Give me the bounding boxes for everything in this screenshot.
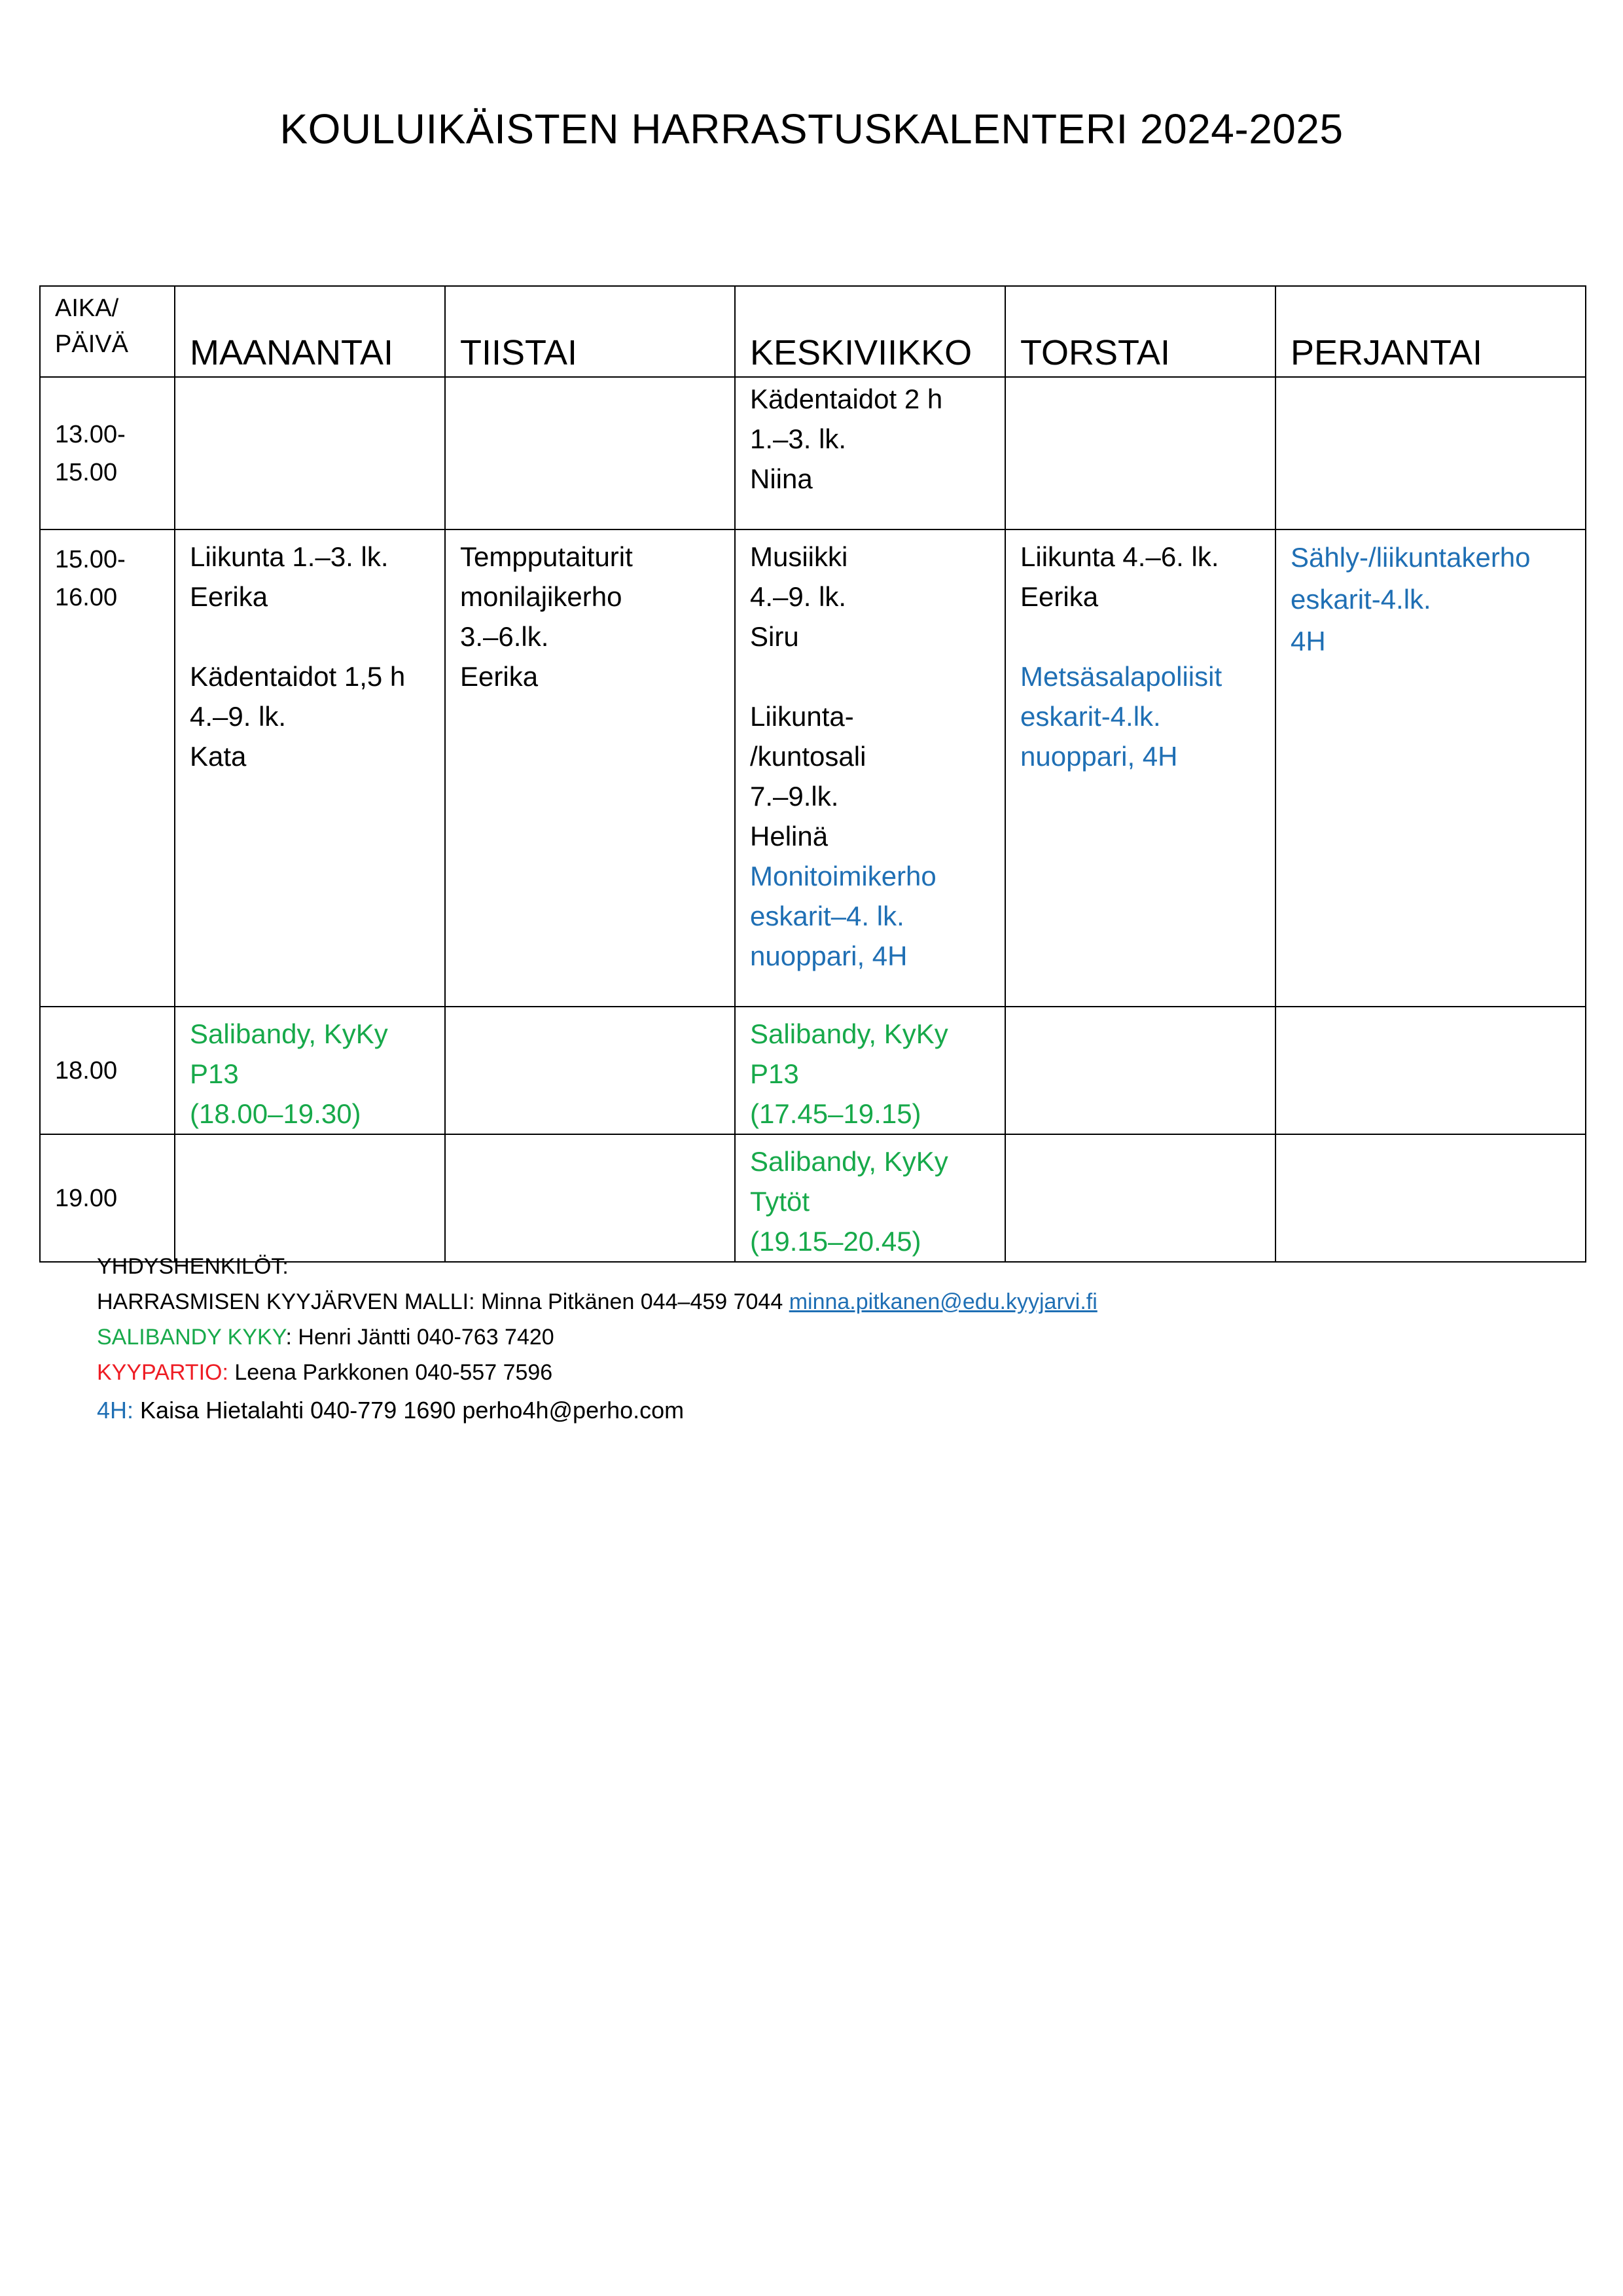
contact-item: HARRASMISEN KYYJÄRVEN MALLI: Minna Pitkänen 044–459 7044 minna.pitkanen@edu.kyyjarvi.fi bbox=[97, 1289, 1097, 1314]
empty-cell bbox=[445, 377, 735, 529]
contacts-heading: YHDYSHENKILÖT: bbox=[97, 1254, 289, 1279]
time-cell: 18.00 bbox=[40, 1007, 175, 1134]
corner-header: AIKA/ PÄIVÄ bbox=[40, 286, 175, 377]
empty-cell bbox=[1275, 377, 1586, 529]
time-cell: 13.00- 15.00 bbox=[40, 377, 175, 529]
empty-cell bbox=[1005, 1007, 1275, 1134]
activity-cell: Kädentaidot 2 h 1.–3. lk. Niina bbox=[735, 377, 1005, 529]
time-cell: 15.00- 16.00 bbox=[40, 529, 175, 1007]
day-header-thursday: TORSTAI bbox=[1005, 286, 1275, 377]
schedule-table bbox=[39, 285, 1586, 1263]
header-row bbox=[40, 286, 1586, 377]
page-title: KOULUIKÄISTEN HARRASTUSKALENTERI 2024-2025 bbox=[279, 105, 1344, 152]
activity-cell: Tempputaiturit monilajikerho 3.–6.lk. Eerika bbox=[445, 529, 735, 1007]
activity-cell: Liikunta 4.–6. lk. Eerika Metsäsalapoliisit eskarit-4.lk. nuoppari, 4H bbox=[1005, 529, 1275, 1007]
table-row bbox=[40, 377, 1586, 529]
activity-cell: Salibandy, KyKy P13 (17.45–19.15) bbox=[735, 1007, 1005, 1134]
day-header-friday: PERJANTAI bbox=[1275, 286, 1586, 377]
email-link[interactable]: minna.pitkanen@edu.kyyjarvi.fi bbox=[789, 1289, 1097, 1314]
day-header-wednesday: KESKIVIIKKO bbox=[735, 286, 1005, 377]
empty-cell bbox=[1275, 1007, 1586, 1134]
empty-cell bbox=[445, 1134, 735, 1262]
contacts-section bbox=[97, 1249, 1097, 1428]
empty-cell bbox=[1005, 1134, 1275, 1262]
table-row bbox=[40, 1007, 1586, 1134]
empty-cell bbox=[445, 1007, 735, 1134]
activity-cell: Salibandy, KyKy P13 (18.00–19.30) bbox=[175, 1007, 445, 1134]
contact-item: KYYPARTIO: Leena Parkkonen 040-557 7596 bbox=[97, 1360, 553, 1385]
empty-cell bbox=[1275, 1134, 1586, 1262]
table-row bbox=[40, 529, 1586, 1007]
contact-item: SALIBANDY KYKY: Henri Jäntti 040-763 7420 bbox=[97, 1325, 554, 1350]
activity-cell: Salibandy, KyKy Tytöt (19.15–20.45) bbox=[735, 1134, 1005, 1262]
time-cell: 19.00 bbox=[40, 1134, 175, 1262]
empty-cell bbox=[175, 377, 445, 529]
day-header-tuesday: TIISTAI bbox=[445, 286, 735, 377]
activity-cell: Sähly-/liikuntakerho eskarit-4.lk. 4H bbox=[1275, 529, 1586, 1007]
activity-cell: Liikunta 1.–3. lk. Eerika Kädentaidot 1,5 h 4.–9. lk. Kata bbox=[175, 529, 445, 1007]
day-header-monday: MAANANTAI bbox=[175, 286, 445, 377]
empty-cell bbox=[1005, 377, 1275, 529]
table-row bbox=[40, 1134, 1586, 1262]
contact-item: 4H: Kaisa Hietalahti 040-779 1690 perho4h@perho.com bbox=[97, 1397, 685, 1424]
activity-cell: Musiikki 4.–9. lk. Siru Liikunta- /kuntosali 7.–9.lk. Helinä Monitoimikerho eskarit–4. lk. nuoppari, 4H bbox=[735, 529, 1005, 1007]
empty-cell bbox=[175, 1134, 445, 1262]
